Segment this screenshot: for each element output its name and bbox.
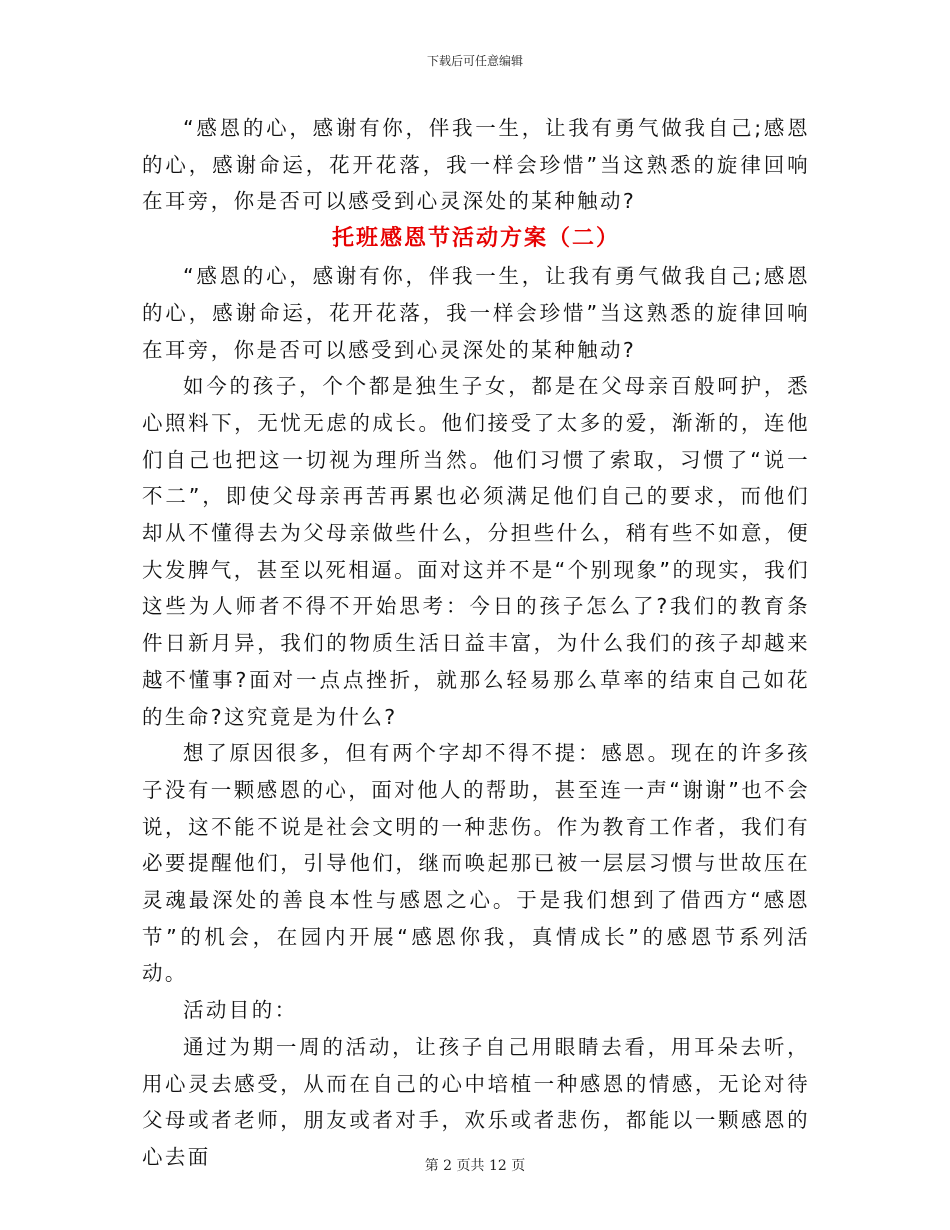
document-body (142, 110, 810, 1176)
body-paragraph-4: 通过为期一周的活动，让孩子自己用眼睛去看，用耳朵去听，用心灵去感受，从而在自己的心中培植一种感恩的情感，无论对待父母或者老师，朋友或者对手，欢乐或者悲伤，都能以一颗感恩的心去面 (142, 1034, 810, 1169)
page-footer: 第 2 页共 12 页 (424, 1158, 526, 1174)
activity-goal-heading: 活动目的： (183, 998, 298, 1023)
body-paragraph-2: 如今的孩子，个个都是独生子女，都是在父母亲百般呵护，悉心照料下，无忧无虑的成长。他们接受了太多的爱，渐渐的，连他们自己也把这一切视为理所当然。他们习惯了索取，习惯了“说一不二”，即使父母亲再苦再累也必须满足他们自己的要求，而他们却从不懂得去为父母亲做些什么，分担些什么，稍有些不如意，便大发脾气，甚至以死相逼。面对这并不是“个别现象”的现实，我们这些为人师者不得不开始思考：今日的孩子怎么了?我们的教育条件日新月异，我们的物质生活日益丰富，为什么我们的孩子却越来越不懂事?面对一点点挫折，就那么轻易那么草率的结束自己如花的生命?这究竟是为什么? (142, 374, 810, 729)
body-paragraph-3: 想了原因很多，但有两个字却不得不提：感恩。现在的许多孩子没有一颗感恩的心，面对他人的帮助，甚至连一声“谢谢”也不会说，这不能不说是社会文明的一种悲伤。作为教育工作者，我们有必要提醒他们，引导他们，继而唤起那已被一层层习惯与世故压在灵魂最深处的善良本性与感恩之心。于是我们想到了借西方“感恩节”的机会，在园内开展“感恩你我，真情成长”的感恩节系列活动。 (142, 741, 810, 986)
body-paragraph-1: “感恩的心，感谢有你，伴我一生，让我有勇气做我自己;感恩的心，感谢命运，花开花落，我一样会珍惜”当这熟悉的旋律回响在耳旁，你是否可以感受到心灵深处的某种触动? (142, 264, 810, 362)
intro-paragraph: “感恩的心，感谢有你，伴我一生，让我有勇气做我自己;感恩的心，感谢命运，花开花落，我一样会珍惜”当这熟悉的旋律回响在耳旁，你是否可以感受到心灵深处的某种触动? (142, 116, 810, 214)
page-header: 下载后可任意编辑 (426, 54, 523, 68)
section-title: 托班感恩节活动方案（二） (331, 226, 620, 252)
